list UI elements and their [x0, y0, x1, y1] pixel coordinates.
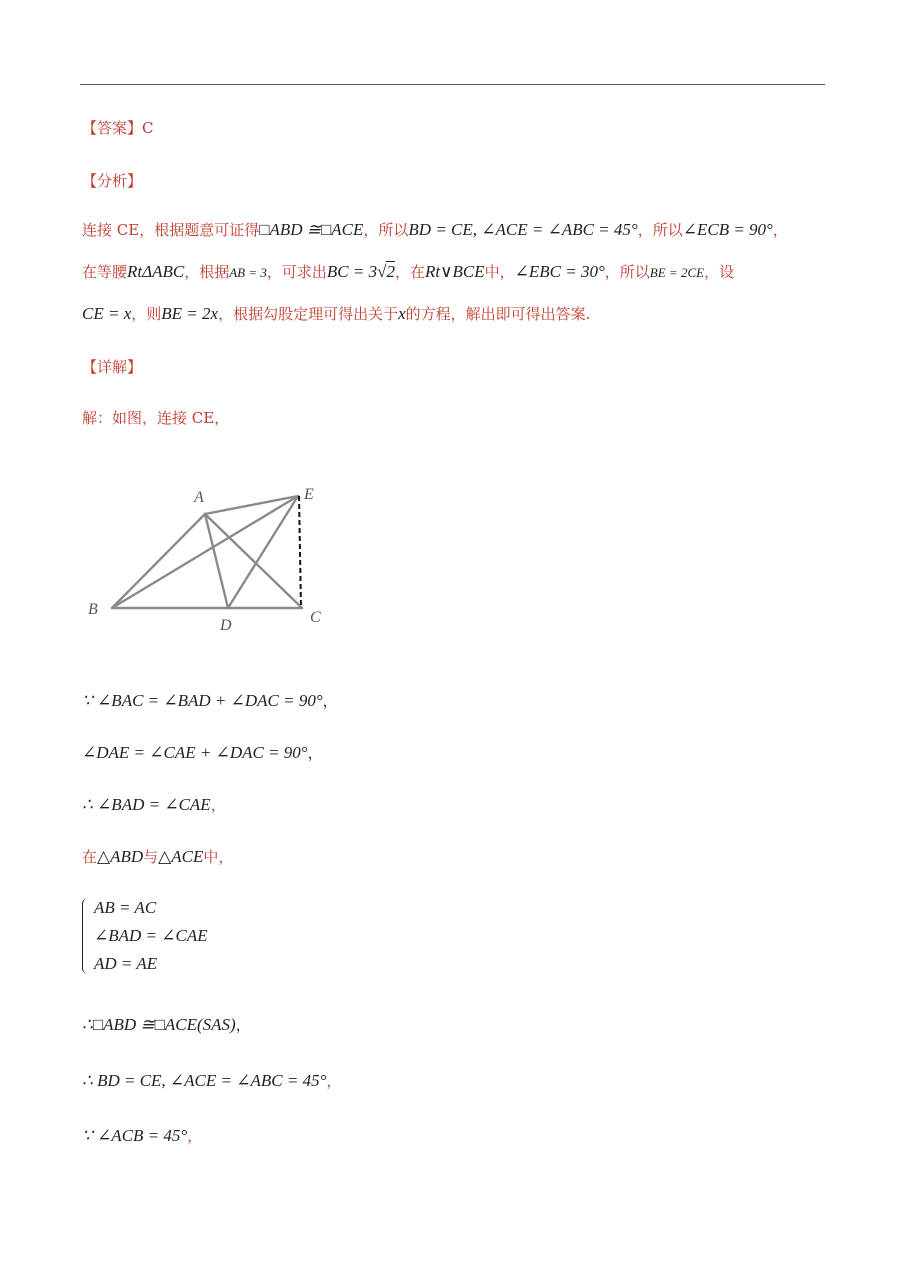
proof-text: 与 — [143, 848, 159, 866]
analysis-math: x — [398, 304, 406, 323]
answer-line — [82, 117, 154, 138]
segment-ac — [205, 514, 302, 608]
sqrt-sign: √ — [377, 262, 387, 281]
analysis-math: BC = 3 — [326, 262, 378, 281]
proof-math: ∴ BD = CE, ∠ACE = ∠ABC = 45° — [82, 1071, 327, 1090]
analysis-line-2 — [82, 261, 734, 282]
answer-label: 【答案】 — [82, 119, 143, 137]
system-row-2: ∠BAD = ∠CAE — [94, 926, 208, 945]
proof-text: 中， — [203, 848, 234, 866]
analysis-text: ， — [772, 221, 788, 239]
analysis-math: RtΔABC — [127, 262, 185, 281]
proof-punct: ， — [187, 1127, 203, 1145]
analysis-line-3 — [82, 303, 590, 324]
analysis-text: 在等腰 — [82, 263, 128, 281]
proof-math: ∴ ∠BAD = ∠CAE — [82, 795, 211, 814]
proof-math: ∴□ABD ≅□ACE(SAS) — [82, 1015, 236, 1034]
proof-punct: ， — [326, 1072, 342, 1090]
proof-punct: ， — [210, 796, 226, 814]
analysis-text: ，根据勾股定理可得出关于 — [218, 305, 399, 323]
label-c: C — [310, 609, 321, 626]
detail-intro: 解：如图，连接 CE， — [82, 409, 230, 427]
analysis-text: ，则 — [131, 305, 162, 323]
geometry-figure — [82, 472, 352, 642]
answer-value: C — [142, 119, 154, 137]
segment-ce-dashed — [299, 496, 301, 608]
analysis-math: BE = 2CE — [649, 265, 705, 280]
detail-label: 【详解】 — [82, 358, 143, 376]
analysis-text: ，所以 — [637, 221, 683, 239]
proof-line-1 — [82, 690, 338, 711]
analysis-text: ，在 — [394, 263, 425, 281]
analysis-text: ，可求出 — [266, 263, 327, 281]
proof-punct: ， — [307, 744, 323, 762]
analysis-math: ∠EBC = 30° — [514, 262, 605, 281]
proof-punct: ， — [235, 1016, 251, 1034]
proof-math: △ACE — [158, 847, 204, 866]
proof-line-5 — [82, 1014, 251, 1035]
analysis-label: 【分析】 — [82, 172, 143, 190]
label-a: A — [194, 489, 204, 506]
header-rule — [80, 84, 825, 85]
proof-math: ∵ ∠ACB = 45° — [82, 1126, 188, 1145]
system-row-1: AB = AC — [94, 898, 157, 917]
system-row-3: AD = AE — [94, 954, 158, 973]
proof-punct: ， — [322, 692, 338, 710]
label-b: B — [88, 601, 98, 618]
label-d: D — [220, 617, 232, 634]
analysis-math: CE = x — [82, 304, 132, 323]
analysis-math: AB = 3 — [229, 265, 267, 280]
proof-math: ∠DAE = ∠CAE + ∠DAC = 90° — [82, 743, 308, 762]
segment-de — [228, 496, 298, 608]
proof-line-4 — [82, 846, 233, 867]
analysis-text: ，所以 — [604, 263, 650, 281]
analysis-math: □ABD ≅□ACE — [259, 220, 364, 239]
proof-text: 在 — [82, 848, 98, 866]
analysis-text: 中， — [484, 263, 515, 281]
system-brace — [82, 898, 91, 974]
analysis-math: BD = CE, ∠ACE = ∠ABC = 45° — [408, 220, 638, 239]
analysis-math: 2 — [386, 262, 395, 281]
analysis-text: ，设 — [704, 263, 735, 281]
proof-math: ∵ ∠BAC = ∠BAD + ∠DAC = 90° — [82, 691, 323, 710]
analysis-math: Rt∨BCE — [424, 262, 485, 281]
analysis-text: ，所以 — [363, 221, 409, 239]
analysis-math: BE = 2x — [161, 304, 219, 323]
analysis-text: ，根据 — [184, 263, 230, 281]
proof-line-7 — [82, 1125, 202, 1146]
analysis-math: ∠ECB = 90° — [682, 220, 773, 239]
label-e: E — [304, 486, 314, 503]
proof-line-6 — [82, 1070, 341, 1091]
analysis-text: 的方程，解出即可得出答案. — [405, 305, 591, 323]
analysis-line-1 — [82, 219, 788, 240]
analysis-text: 连接 CE，根据题意可证得 — [82, 221, 260, 239]
segment-ad — [205, 514, 228, 608]
proof-line-3 — [82, 794, 226, 815]
proof-line-2 — [82, 742, 323, 763]
proof-math: △ABD — [97, 847, 144, 866]
